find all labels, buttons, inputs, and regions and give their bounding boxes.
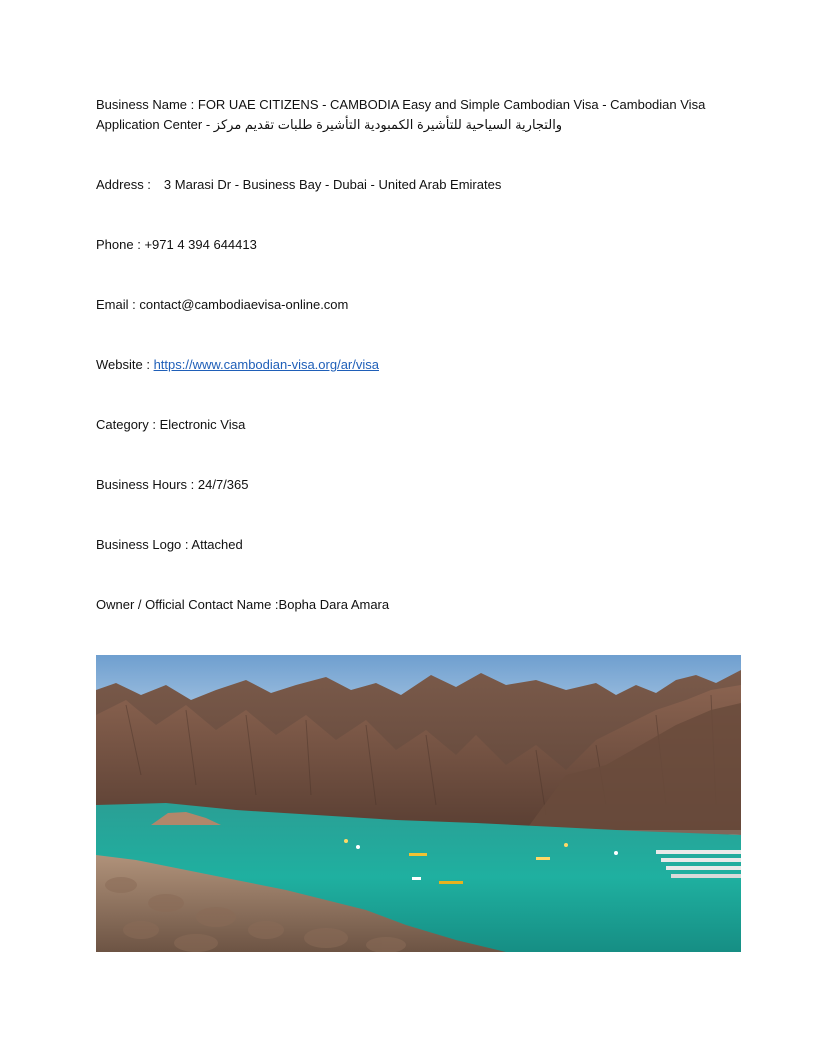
business-name-arabic: والتجارية السياحية للتأشيرة الكمبودية التأشيرة طلبات تقديم مركز (213, 117, 563, 132)
phone-label: Phone : (96, 237, 145, 252)
address-line (96, 175, 736, 195)
category-label: Category : (96, 417, 160, 432)
website-label: Website : (96, 357, 154, 372)
website-line (96, 355, 736, 375)
business-logo-value: Attached (191, 537, 243, 552)
business-name-value: FOR UAE CITIZENS - CAMBODIA Easy and Simple Cambodian Visa - Cambodian Visa Application Center - (96, 97, 706, 132)
business-hours-line (96, 475, 736, 495)
business-name-label: Business Name : (96, 97, 198, 112)
address-value: 3 Marasi Dr - Business Bay - Dubai - United Arab Emirates (163, 177, 502, 192)
website-link[interactable]: https://www.cambodian-visa.org/ar/visa (153, 357, 379, 372)
category-value: Electronic Visa (159, 417, 246, 432)
email-value: contact@cambodiaevisa-online.com (139, 297, 349, 312)
owner-value: Bopha Dara Amara (278, 597, 390, 612)
business-hours-label: Business Hours : (96, 477, 198, 492)
email-line (96, 295, 736, 315)
owner-label: Owner / Official Contact Name : (96, 597, 279, 612)
category-line (96, 415, 736, 435)
owner-line (96, 595, 736, 615)
business-logo-line (96, 535, 736, 555)
mountain-lake-photo (96, 655, 741, 952)
address-label: Address : (96, 177, 151, 192)
business-logo-label: Business Logo : (96, 537, 192, 552)
business-hours-value: 24/7/365 (197, 477, 249, 492)
business-name-line (96, 95, 736, 135)
email-label: Email : (96, 297, 140, 312)
phone-line (96, 235, 736, 255)
phone-value: +971 4 394 644413 (144, 237, 257, 252)
